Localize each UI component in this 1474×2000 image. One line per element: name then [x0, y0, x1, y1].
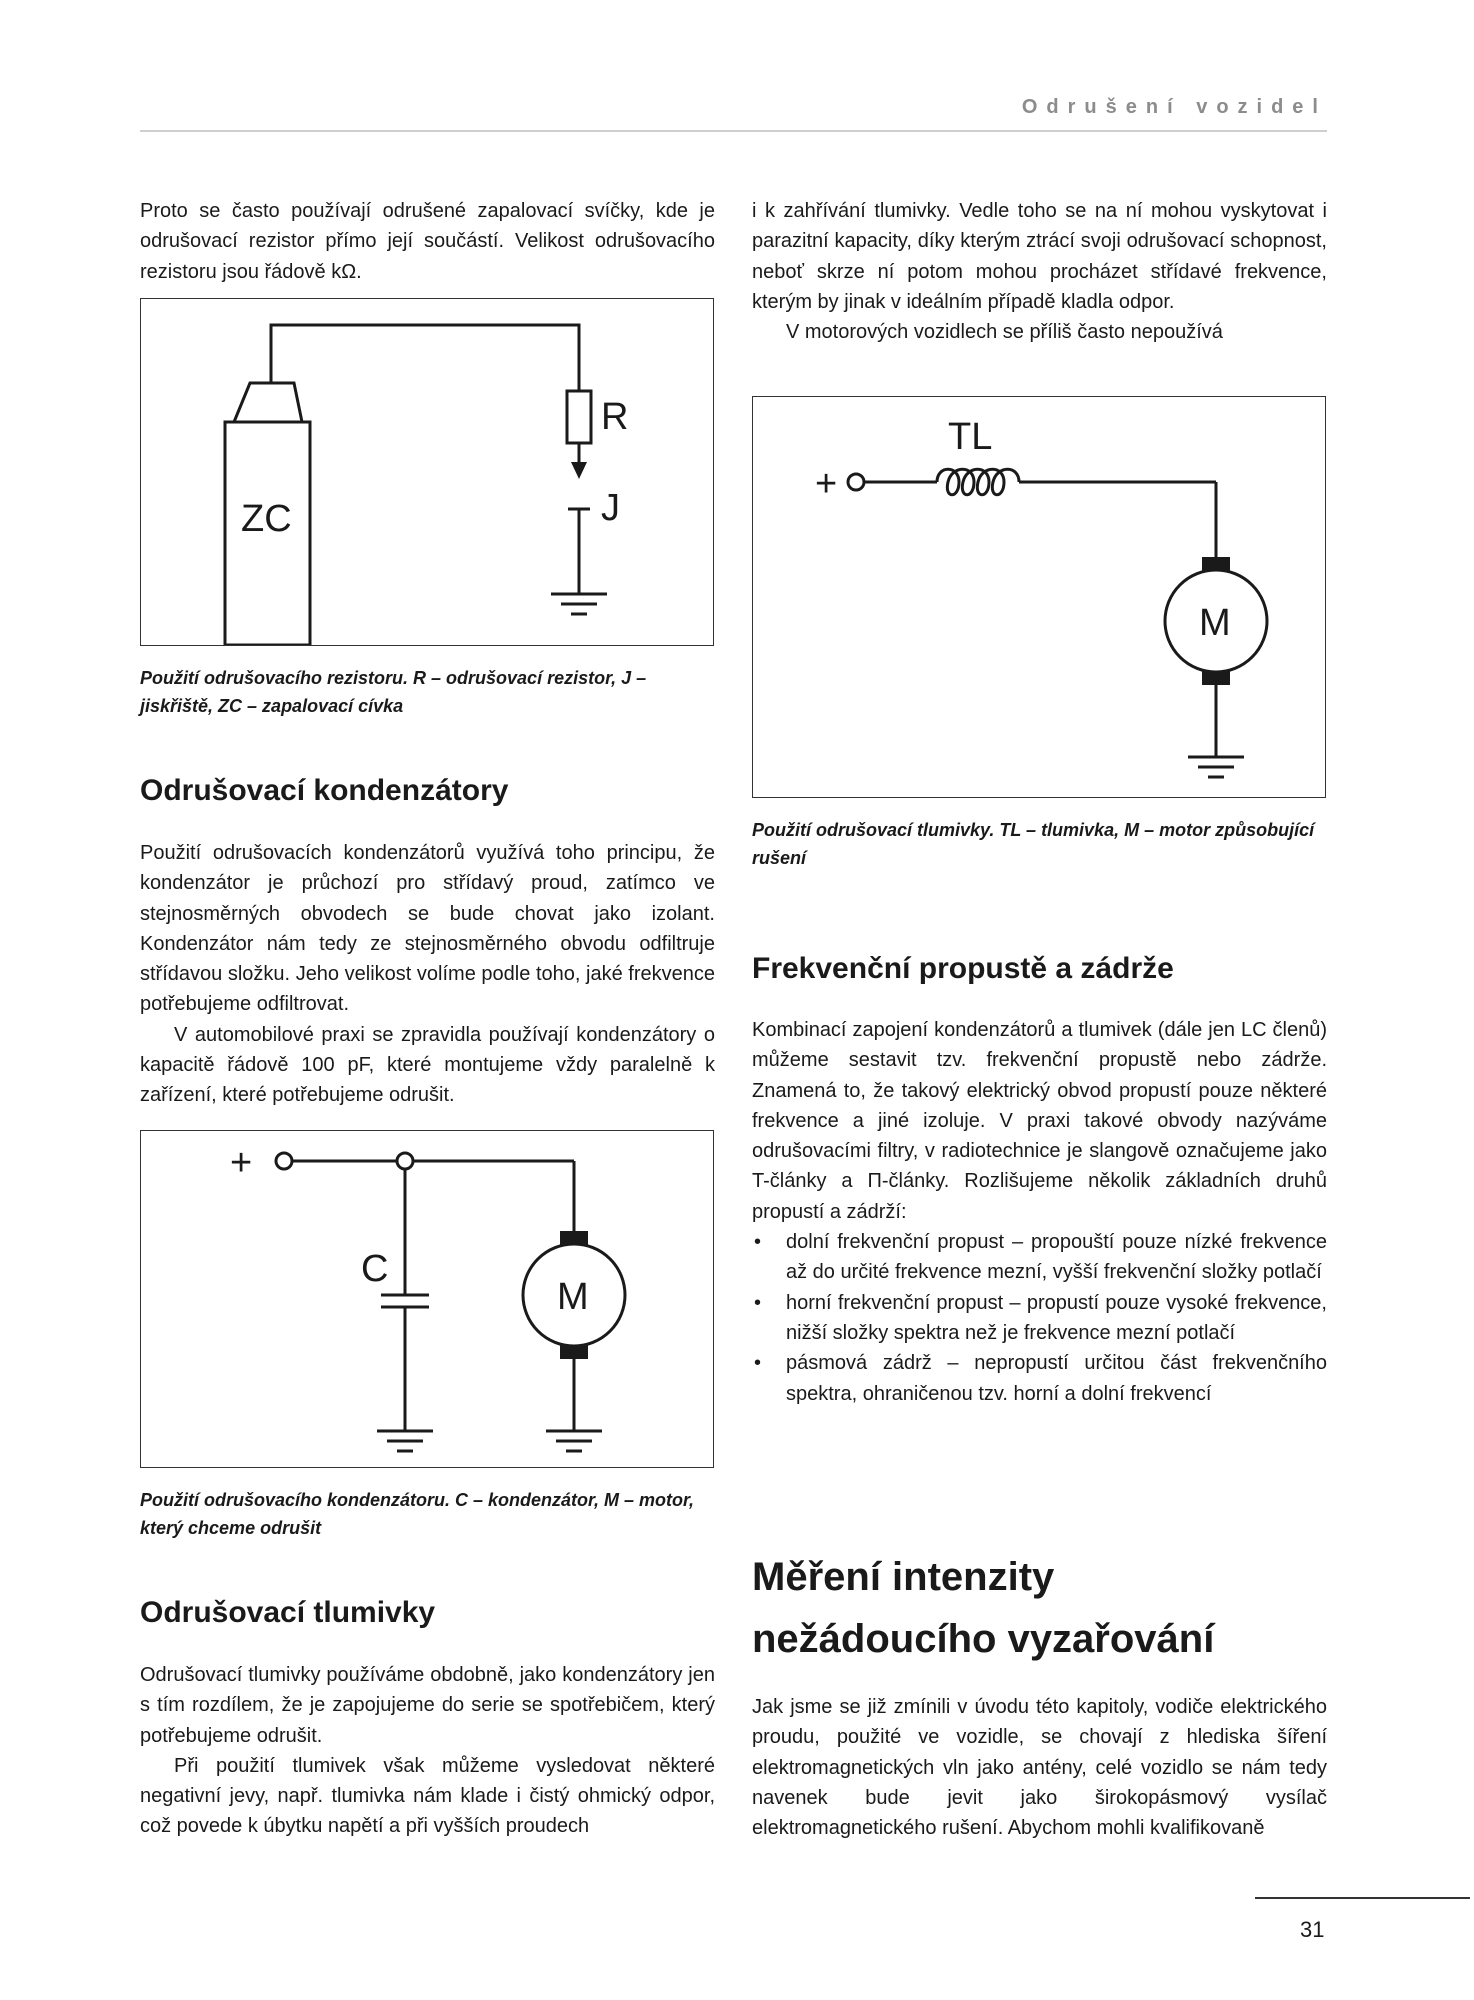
heading-capacitors: Odrušovací kondenzátory: [140, 774, 509, 807]
page-number: 31: [1300, 1917, 1325, 1942]
section-measurement: [752, 1546, 1327, 1670]
arrow-icon: [571, 462, 587, 479]
label-m: M: [557, 1276, 589, 1318]
label-plus: +: [815, 463, 838, 505]
motor-brush-top: [560, 1231, 588, 1245]
capacitors-paragraph-1: Použití odrušovacích kondenzátorů využívá toho principu, že kondenzátor je průchozí pro střídavý proud, zatímco ve stejnosměrných obvodech se bude chovat jako izolant. Kondenzátor nám tedy ze stejnosměrného obvodu odfiltruje střídavou složku. Jeho velikost volíme podle toho, jaké frekvence potřebujeme odfiltrovat.: [140, 842, 715, 1016]
heading-measurement-line-2: nežádoucího vyzařování: [752, 1617, 1215, 1661]
filters-list: [752, 1227, 1327, 1409]
measurement-paragraph: Jak jsme se již zmínili v úvodu této kapitoly, vodiče elektrického proudu, použité ve vozidle, se chovají z hlediska šíření elektromagnetických vln jako antény, celé vozidlo se nám tedy navenek bude jevit jako širokopásmový vysílač elektromagnetického rušení. Abychom mohli kvalifikovaně: [752, 1696, 1327, 1840]
label-j: J: [601, 487, 620, 529]
label-zc: ZC: [241, 498, 292, 540]
fig3-caption-block: [752, 816, 1327, 872]
figure-choke: [752, 396, 1326, 798]
filters-paragraph: Kombinací zapojení kondenzátorů a tlumivek (dále jen LC členů) můžeme sestavit tzv. frekvenční propustě nebo zádrže. Znamená to, že takový elektrický obvod propustí pouze některé frekvence a jiné izoluje. V praxi takové obvody nazýváme odrušovacími filtry, v radiotechnice je slangově označujeme jako T-články a Π-články. Rozlišujeme několik základních druhů propustí a zádrží:: [752, 1019, 1327, 1223]
label-m: M: [1199, 602, 1231, 644]
capacitors-paragraph-2: V automobilové praxi se zpravidla používají kondenzátory o kapacitě řádově 100 pF, které montujeme vždy paralelně k zařízení, které potřebujeme odrušit.: [140, 1023, 715, 1107]
section-filters: [752, 952, 1327, 986]
label-c: C: [361, 1248, 389, 1290]
heading-filters: Frekvenční propustě a zádrže: [752, 952, 1174, 985]
list-item-text: dolní frekvenční propust – propouští pouze nízké frekvence až do určité frekvence mezní, vyšší frekvenční složky potlačí: [786, 1231, 1327, 1284]
right-intro-paragraph-2: V motorových vozidlech se příliš často nepoužívá: [786, 321, 1223, 344]
motor-brush-top: [1202, 557, 1230, 571]
measurement-text: [752, 1692, 1327, 1843]
section-capacitors: [140, 774, 715, 808]
figure-caption-capacitor: Použití odrušovacího kondenzátoru. C – kondenzátor, M – motor, který chceme odrušit: [140, 1490, 695, 1538]
list-item: [752, 1348, 1327, 1409]
figure-capacitor: [140, 1130, 714, 1468]
fig2-caption-block: [140, 1486, 715, 1542]
header-rule: [140, 130, 1327, 132]
figure-resistor: [140, 298, 714, 646]
bullet-icon: •: [754, 1291, 762, 1314]
left-intro: [140, 196, 715, 287]
choke-circuit-diagram: [753, 397, 1325, 797]
list-item-text: horní frekvenční propust – propustí pouze vysoké frekvence, nižší složky spektra než je frekvence mezní potlačí: [786, 1291, 1327, 1344]
figure-caption-choke: Použití odrušovací tlumivky. TL – tlumivka, M – motor způsobující rušení: [752, 820, 1315, 868]
label-tl: TL: [948, 416, 993, 458]
fig1-caption-block: [140, 664, 715, 720]
right-intro-paragraph-1: i k zahřívání tlumivky. Vedle toho se na ní mohou vyskytovat i parazitní kapacity, díky kterým ztrácí svoji odrušovací schopnost, neboť skrze ní potom mohou procházet střídavé frekvence, kterým by jinak v ideálním případě kladla odpor.: [752, 200, 1327, 313]
capacitors-text: [140, 838, 715, 1111]
chokes-paragraph-2: Při použití tlumivek však můžeme vysledovat některé negativní jevy, např. tlumivka nám klade i čistý ohmický odpor, což povede k úbytku napětí a při vyšších proudech: [140, 1754, 715, 1838]
section-chokes: [140, 1596, 715, 1630]
running-header: Odrušení vozidel: [1021, 96, 1327, 118]
chokes-text: [140, 1660, 715, 1842]
list-item: [752, 1227, 1327, 1288]
bullet-icon: •: [754, 1231, 762, 1254]
figure-caption-resistor: Použití odrušovacího rezistoru. R – odrušovací rezistor, J – jiskřiště, ZC – zapalovací cívka: [140, 668, 647, 716]
right-intro: [752, 196, 1327, 347]
bullet-icon: •: [754, 1352, 762, 1375]
list-item-text: pásmová zádrž – nepropustí určitou část frekvenčního spektra, ohraničenou tzv. horní a dolní frekvencí: [786, 1352, 1327, 1405]
motor-brush-bottom: [1202, 671, 1230, 685]
heading-chokes: Odrušovací tlumivky: [140, 1596, 436, 1629]
label-r: R: [601, 396, 629, 438]
list-item: [752, 1288, 1327, 1349]
motor-brush-bottom: [560, 1345, 588, 1359]
capacitor-circuit-diagram: [141, 1131, 713, 1467]
footer-rule: [1255, 1897, 1470, 1899]
intro-paragraph: Proto se často používají odrušené zapalovací svíčky, kde je odrušovací rezistor přímo její součástí. Velikost odrušovacího rezistoru jsou řádově kΩ.: [140, 200, 715, 283]
resistor-circuit-diagram: [141, 299, 713, 645]
chokes-paragraph-1: Odrušovací tlumivky používáme obdobně, jako kondenzátory jen s tím rozdílem, že je zapojujeme do serie se spotřebičem, který potřebujeme odrušit.: [140, 1664, 715, 1747]
filters-text: [752, 1015, 1327, 1409]
heading-measurement-line-1: Měření intenzity: [752, 1555, 1055, 1599]
label-plus: +: [230, 1142, 253, 1184]
